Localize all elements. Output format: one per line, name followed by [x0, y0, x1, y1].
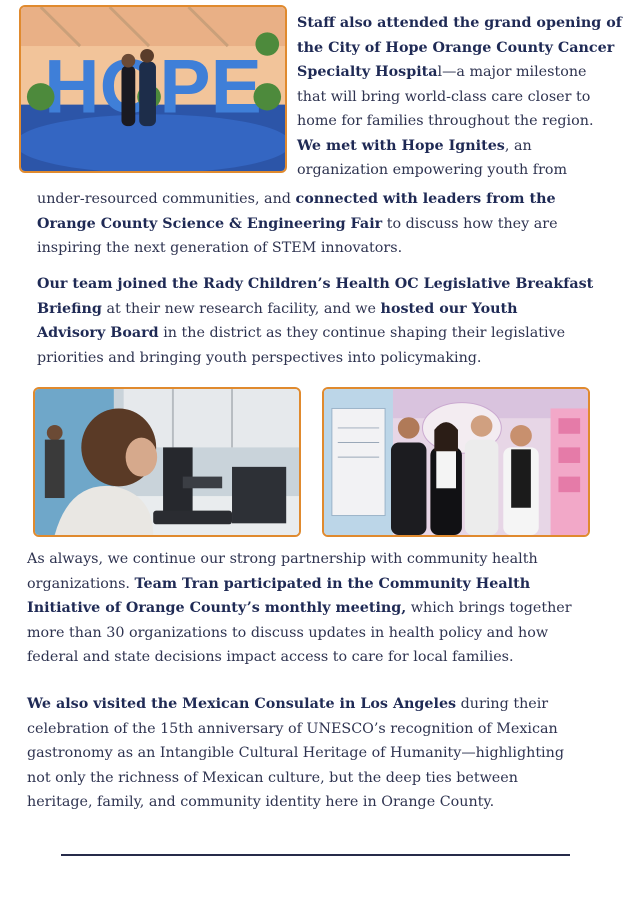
rady-briefing-highlight: Our team joined the Rady Children’s Health OC Legislative Breakfast [37, 276, 594, 292]
text-line: organization empowering youth from [297, 162, 568, 178]
text-line: home for families throughout the region. [297, 113, 594, 129]
text-line: celebration of the 15th anniversary of UNESCO’s recognition of Mexican [27, 720, 558, 737]
paragraph-community-health [27, 547, 637, 670]
text-line: inspiring the next generation of STEM innovators. [37, 240, 403, 256]
photo-youth-advisory-board [322, 387, 590, 537]
section-divider [61, 854, 570, 856]
science-fair-highlight-2: Orange County Science & Engineering Fair [37, 215, 383, 232]
paragraph-grand-opening [297, 11, 637, 183]
paragraph-grand-opening-continued [37, 187, 637, 261]
text-line: priorities and bringing youth perspectives into policymaking. [37, 349, 482, 366]
text-run: l—a major milestone [437, 64, 587, 80]
text-line: that will bring world-class care closer to [297, 88, 591, 105]
science-fair-highlight: connected with leaders from the [295, 191, 556, 207]
text-line: federal and state decisions impact access to care for local families. [27, 649, 514, 665]
hope-ignites-highlight: We met with Hope Ignites [297, 137, 505, 154]
mexican-consulate-highlight: We also visited the Mexican Consulate in Los Angeles [27, 696, 457, 712]
text-line: gastronomy as an Intangible Cultural Heritage of Humanity—highlighting [27, 745, 564, 761]
text-line: heritage, family, and community identity here in Orange County. [27, 794, 495, 810]
text-run: in the district as they continue shaping their legislative [158, 325, 566, 341]
text-line: more than 30 organizations to discuss updates in health policy and how [27, 624, 549, 641]
text-run: which brings together [406, 600, 572, 616]
youth-board-highlight-2: Advisory Board [37, 325, 159, 341]
text-line: As always, we continue our strong partnership with community health [27, 551, 538, 567]
text-run: at their new research facility, and we [101, 300, 381, 317]
text-run: during their [456, 696, 549, 712]
text-run: under-resourced communities, and [37, 191, 296, 207]
grand-opening-highlight-3: Specialty Hospita [297, 64, 438, 80]
text-run: , an [504, 137, 532, 154]
photo-research-lab-microscope [33, 387, 301, 537]
rady-briefing-highlight-2: Briefing [37, 300, 102, 317]
paragraph-rady-briefing [37, 272, 637, 370]
grand-opening-highlight-2: the City of Hope Orange County Cancer [297, 39, 615, 56]
photo-hope-sign-opening [19, 5, 287, 173]
community-health-highlight-2: Initiative of Orange County’s monthly meeting, [27, 600, 407, 616]
youth-board-highlight: hosted our Youth [380, 300, 518, 317]
community-health-highlight: Team Tran participated in the Community Health [134, 575, 531, 592]
paragraph-mexican-consulate [27, 692, 637, 815]
text-run: to discuss how they are [382, 215, 558, 232]
grand-opening-highlight: Staff also attended the grand opening of [297, 15, 622, 31]
text-line: not only the richness of Mexican culture, but the deep ties between [27, 769, 518, 786]
text-run: organizations. [27, 575, 135, 592]
